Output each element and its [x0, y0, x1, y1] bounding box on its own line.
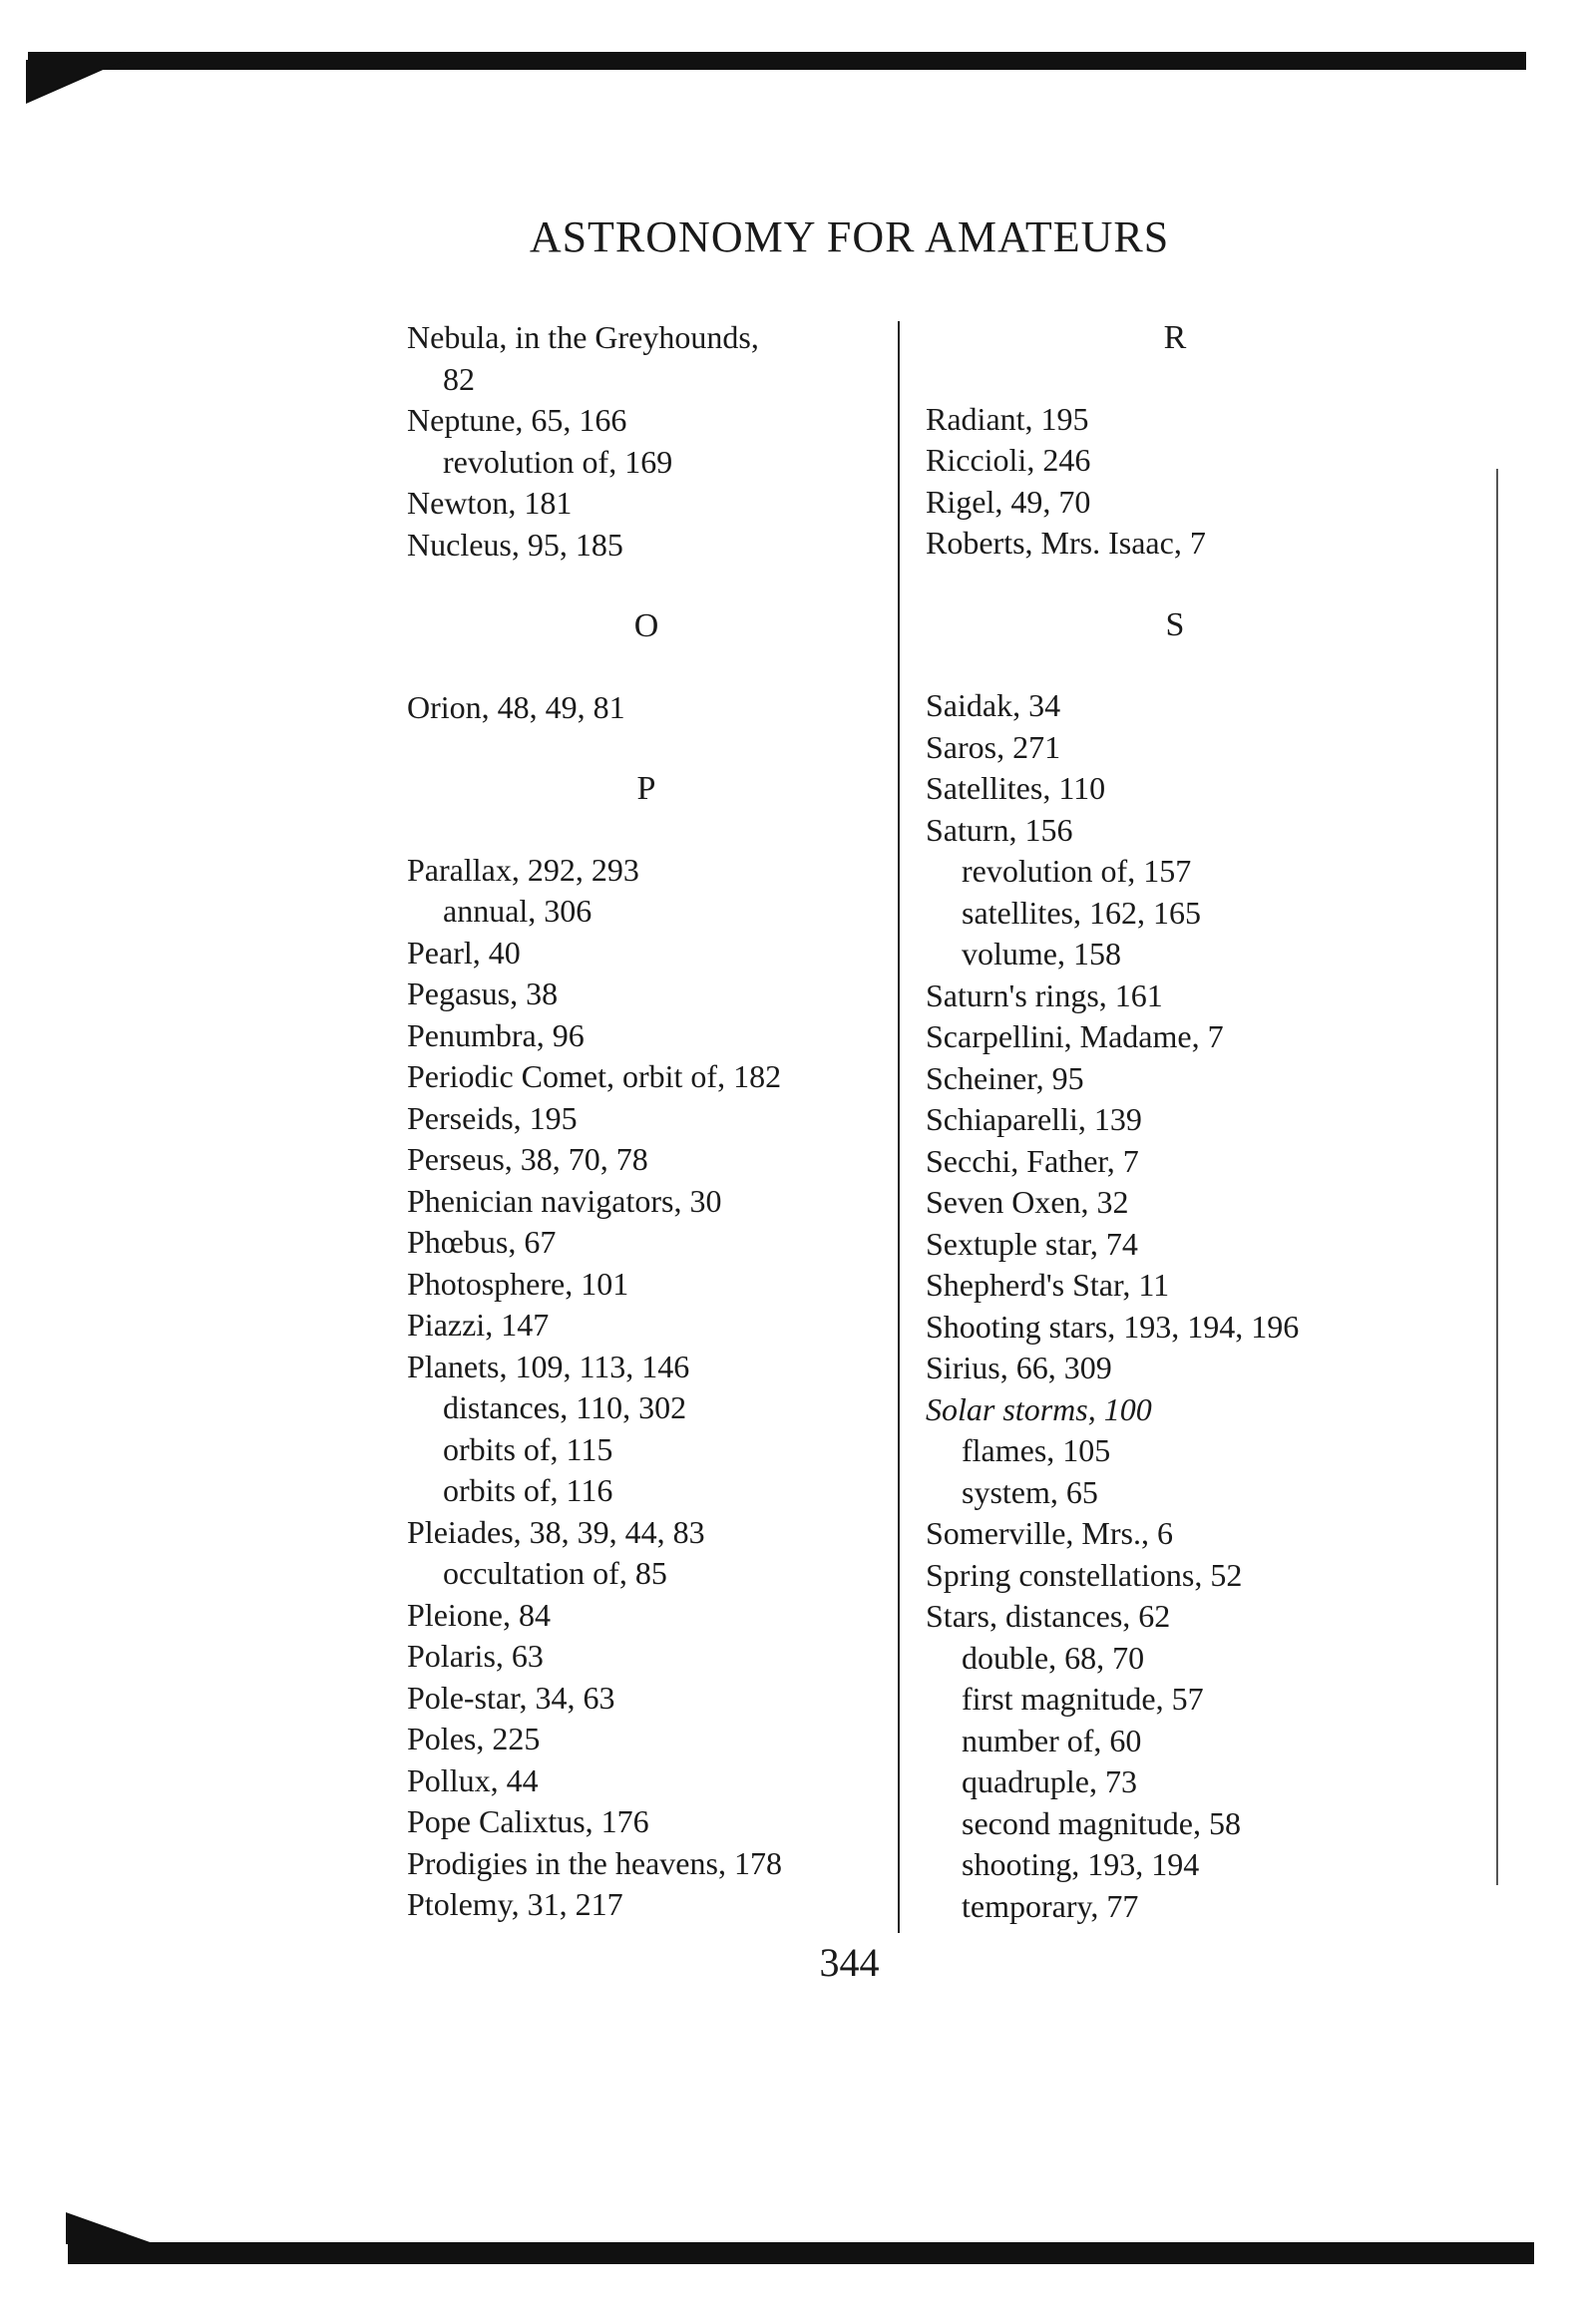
index-subentry: orbits of, 115 [443, 1430, 613, 1467]
index-entry: Saidak, 34 [926, 687, 1061, 723]
index-entry: Periodic Comet, orbit of, 182 [407, 1058, 782, 1094]
index-entry: Ptolemy, 31, 217 [407, 1886, 623, 1922]
index-entry: Rigel, 49, 70 [926, 483, 1091, 520]
index-entry: Saturn's rings, 161 [926, 976, 1163, 1013]
index-subentry: revolution of, 157 [962, 853, 1192, 889]
index-entry: Nebula, in the Greyhounds, [407, 319, 759, 355]
index-subentry: flames, 105 [962, 1432, 1111, 1468]
index-entry: Newton, 181 [407, 485, 573, 521]
index-entry: Pleiades, 38, 39, 44, 83 [407, 1513, 705, 1550]
index-entry: Nucleus, 95, 185 [407, 526, 623, 563]
scan-border-right [1496, 469, 1498, 1885]
scan-border-top-wedge [26, 60, 126, 104]
index-subentry: number of, 60 [962, 1722, 1142, 1758]
index-subentry: first magnitude, 57 [962, 1681, 1204, 1717]
index-entry: Shepherd's Star, 11 [926, 1267, 1170, 1303]
index-column-right [926, 317, 1424, 1927]
index-subentry: temporary, 77 [962, 1887, 1139, 1924]
index-subentry: occultation of, 85 [443, 1555, 667, 1591]
index-entry: Radiant, 195 [926, 400, 1089, 437]
section-letter: O [633, 607, 659, 644]
index-entry: Perseus, 38, 70, 78 [407, 1141, 648, 1177]
index-subentry: second magnitude, 58 [962, 1804, 1241, 1841]
index-entry: Sirius, 66, 309 [926, 1350, 1112, 1385]
index-entry: Prodigies in the heavens, 178 [407, 1844, 782, 1881]
index-entry: Neptune, 65, 166 [407, 402, 627, 438]
index-subentry: orbits of, 116 [443, 1472, 613, 1508]
index-entry: Shooting stars, 193, 194, 196 [926, 1308, 1300, 1345]
index-entry: Poles, 225 [407, 1721, 541, 1756]
index-entry: Polaris, 63 [407, 1638, 544, 1674]
index-entry: Riccioli, 246 [926, 442, 1091, 478]
index-subentry: shooting, 193, 194 [962, 1846, 1200, 1882]
index-entry: Pleione, 84 [407, 1596, 551, 1633]
index-entry: Satellites, 110 [926, 770, 1106, 806]
index-entry: Schiaparelli, 139 [926, 1101, 1142, 1137]
index-subentry: revolution of, 169 [443, 443, 673, 480]
section-letter: R [1163, 319, 1187, 356]
index-subentry: satellites, 162, 165 [962, 894, 1201, 931]
index-entry: Pearl, 40 [407, 934, 521, 970]
index-entry: Stars, distances, 62 [926, 1598, 1171, 1634]
index-entry: Phœbus, 67 [407, 1224, 557, 1260]
index-entry: Scarpellini, Madame, 7 [926, 1018, 1224, 1054]
index-entry: Secchi, Father, 7 [926, 1142, 1139, 1179]
scan-border-top [28, 52, 1526, 70]
index-entry: Roberts, Mrs. Isaac, 7 [926, 525, 1206, 561]
index-entry: Parallax, 292, 293 [407, 851, 639, 888]
index-subentry: distances, 110, 302 [443, 1389, 687, 1425]
index-entry: Sextuple star, 74 [926, 1225, 1138, 1262]
index-entry: Pollux, 44 [407, 1761, 539, 1798]
index-entry: Planets, 109, 113, 146 [407, 1348, 690, 1384]
index-subentry: 82 [443, 360, 475, 397]
index-entry: Piazzi, 147 [407, 1307, 550, 1343]
index-subentry: volume, 158 [962, 936, 1121, 971]
index-entry: Orion, 48, 49, 81 [407, 688, 625, 725]
index-entry: Pegasus, 38 [407, 975, 559, 1011]
index-entry: Pope Calixtus, 176 [407, 1803, 649, 1839]
index-subentry: double, 68, 70 [962, 1639, 1145, 1676]
index-entry: Saturn, 156 [926, 811, 1073, 848]
section-letter: S [1165, 605, 1185, 643]
index-entry: Scheiner, 95 [926, 1059, 1084, 1096]
scan-border-bottom [68, 2242, 1534, 2264]
index-entry: Solar storms, 100 [926, 1390, 1152, 1427]
section-letter: P [636, 770, 656, 807]
index-entry: Perseids, 195 [407, 1099, 578, 1136]
index-entry: Somerville, Mrs., 6 [926, 1515, 1173, 1551]
index-entry: Penumbra, 96 [407, 1016, 585, 1053]
index-entry: Pole-star, 34, 63 [407, 1679, 615, 1716]
index-column-left [407, 317, 886, 1926]
page-number: 344 [819, 1940, 880, 1985]
index-entry: Saros, 271 [926, 728, 1061, 765]
scan-border-bottom-wedge [66, 2212, 156, 2244]
index-entry: Seven Oxen, 32 [926, 1184, 1129, 1220]
index-entry: Spring constellations, 52 [926, 1556, 1243, 1593]
page-title: ASTRONOMY FOR AMATEURS [529, 212, 1170, 261]
index-subentry: quadruple, 73 [962, 1763, 1137, 1799]
index-subentry: annual, 306 [443, 893, 592, 929]
index-entry: Photosphere, 101 [407, 1265, 629, 1302]
index-entry: Phenician navigators, 30 [407, 1182, 722, 1219]
index-subentry: system, 65 [962, 1473, 1098, 1510]
column-divider [898, 321, 900, 1933]
